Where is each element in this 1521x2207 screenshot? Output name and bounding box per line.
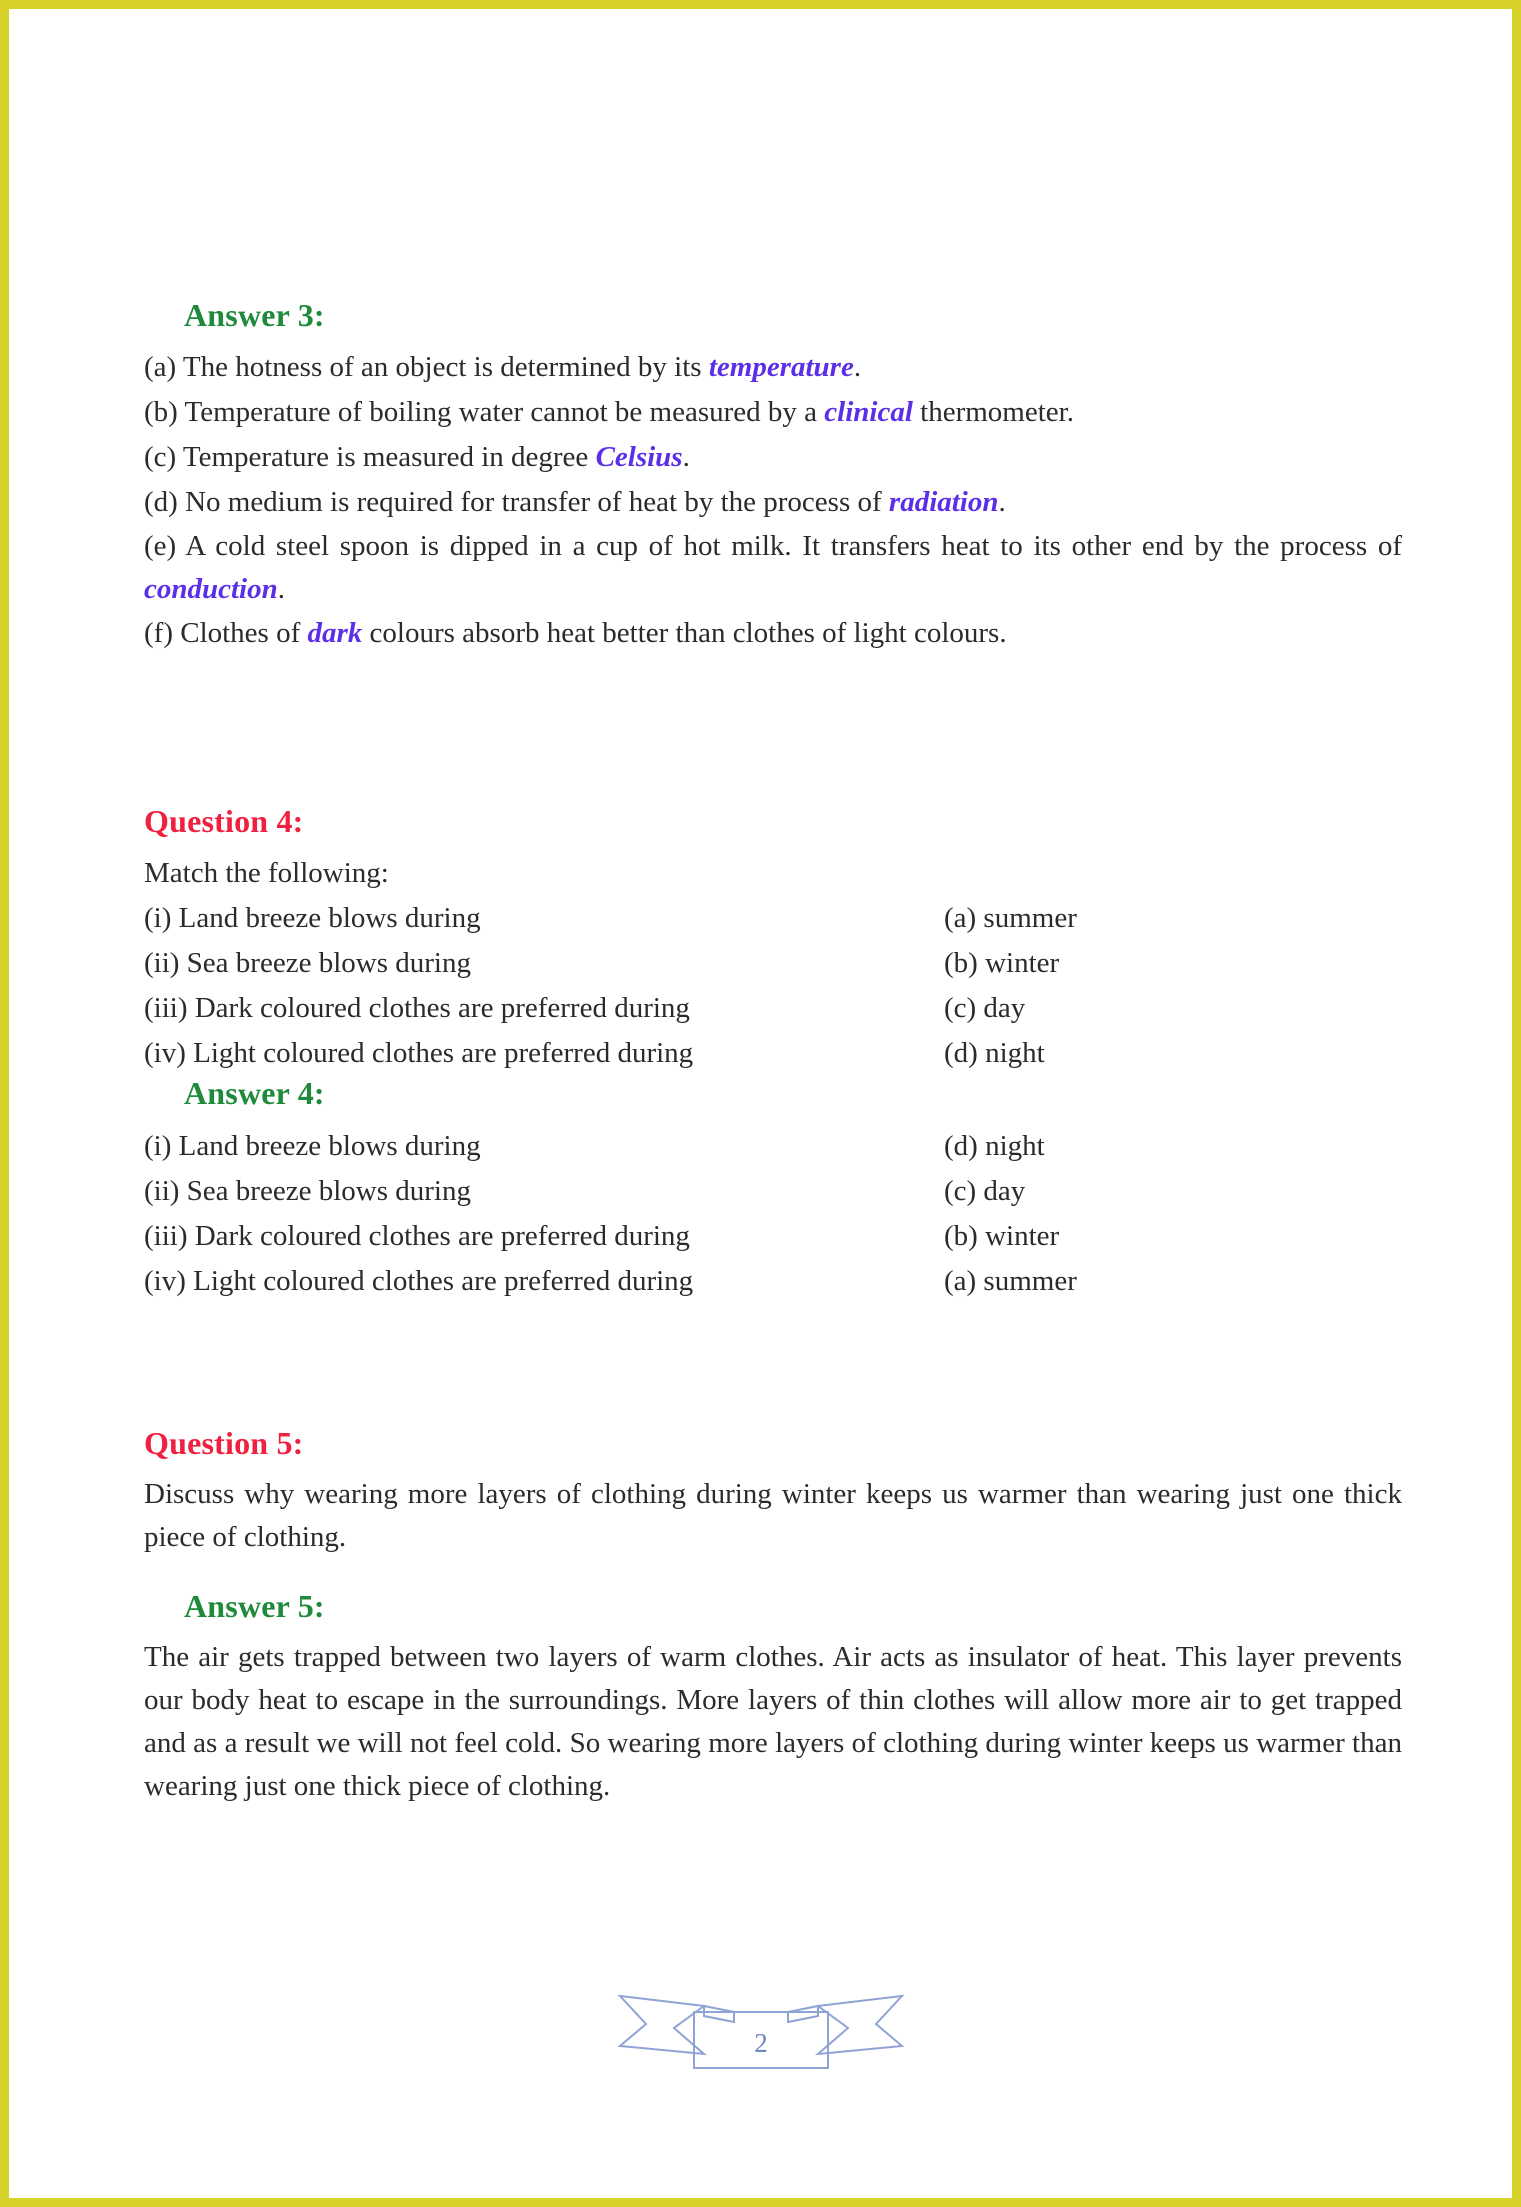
page-inner-frame [9,9,1512,2198]
answer-3-item-c-pre: (c) Temperature is measured in degree [144,441,596,474]
answer-4-row-left: (ii) Sea breeze blows during [144,1174,471,1207]
answer-3-item-a-post: . [853,351,862,384]
question-4-row-right: (a) summer [944,902,1077,935]
spacer [144,1304,1404,1426]
answer-3-heading: Answer 3: [184,297,325,333]
answer-3-item-b-post: thermometer. [912,396,1074,429]
page-number: 2 [753,2028,768,2058]
answer-4-row-left: (iv) Light coloured clothes are preferred during [144,1264,694,1297]
spacer [144,1112,1404,1124]
answer-4-row-left: (i) Land breeze blows during [144,1129,481,1162]
question-4-row-left: (iii) Dark coloured clothes are preferred during [144,992,690,1025]
answer-4-row [144,1259,1404,1304]
answer-3-item-a-keyword: temperature [708,351,854,384]
answer-3-item-a-pre: (a) The hotness of an object is determined by its [144,351,709,384]
question-5-heading: Question 5: [144,1424,304,1461]
answer-5-text: The air gets trapped between two layers of warm clothes. Air acts as insulator of heat. This layer prevents our body heat to escape in the surroundings. More layers of thin clothes will allow more air to get trapped and as a result we will not feel cold. So wearing more layers of clothing during winter keeps us warmer than wearing just one thick piece of clothing. [144,1640,1402,1802]
spacer [144,1559,1404,1589]
answer-3-item-e-pre: (e) A cold steel spoon is dipped in a cup of hot milk. It transfers heat to its other end by the process of [144,530,1402,563]
question-4-instruction: Match the following: [144,857,389,890]
answer-3-item-e-post: . [277,573,285,606]
question-4-heading: Question 4: [144,803,304,840]
question-4-row-left: (iv) Light coloured clothes are preferred during [144,1037,694,1070]
ribbon-banner-icon [616,1980,906,2070]
answer-3-item-f-keyword: dark [307,617,363,650]
answer-3-item-c-keyword: Celsius [595,441,683,474]
answer-3-item-e-keyword: conduction [144,573,278,606]
answer-3-item-e [144,525,1402,611]
answer-3-item-b-keyword: clinical [824,396,913,429]
answer-3-item-f [144,611,1404,656]
answer-4-row-right: (b) winter [944,1219,1060,1252]
answer-3-item-f-pre: (f) Clothes of [144,617,308,650]
answer-4-row-right: (d) night [944,1129,1045,1162]
answer-3-item-c [144,435,1404,480]
answer-4-row-right: (c) day [944,1174,1026,1207]
answer-3-item-d [144,480,1404,525]
answer-3-item-f-post: colours absorb heat better than clothes of light colours. [362,617,1007,650]
answer-4-heading: Answer 4: [184,1075,325,1112]
question-5-text: Discuss why wearing more layers of clothing during winter keeps us warmer than wearing just one thick piece of clothing. [144,1477,1402,1553]
answer-3-item-d-pre: (d) No medium is required for transfer of heat by the process of [144,486,889,519]
question-4-row-right: (b) winter [944,947,1060,980]
answer-3-item-b [144,390,1404,435]
question-4-row [144,986,1404,1031]
question-4-row-left: (i) Land breeze blows during [144,902,481,935]
page-content [144,298,1404,1808]
question-4-row [144,896,1404,941]
answer-5-heading: Answer 5: [184,1587,325,1624]
question-4-row [144,941,1404,986]
answer-4-row-left: (iii) Dark coloured clothes are preferred during [144,1219,690,1252]
spacer [144,1624,1404,1636]
spacer [144,333,1404,345]
spacer [144,656,1404,804]
question-4-row [144,1031,1404,1076]
answer-4-row-right: (a) summer [944,1264,1077,1297]
answer-3-item-c-post: . [682,441,690,474]
answer-4-row [144,1169,1404,1214]
answer-3-item-d-post: . [998,486,1006,519]
answer-4-row [144,1124,1404,1169]
answer-3-item-d-keyword: radiation [888,486,999,519]
spacer [144,1461,1404,1473]
page-footer [12,1980,1509,2070]
question-4-row-left: (ii) Sea breeze blows during [144,947,471,980]
question-4-row-right: (c) day [944,992,1026,1025]
spacer [144,839,1404,851]
question-4-row-right: (d) night [944,1037,1045,1070]
answer-4-row [144,1214,1404,1259]
answer-3-item-b-pre: (b) Temperature of boiling water cannot be measured by a [144,396,825,429]
answer-3-item-a [144,345,1404,390]
